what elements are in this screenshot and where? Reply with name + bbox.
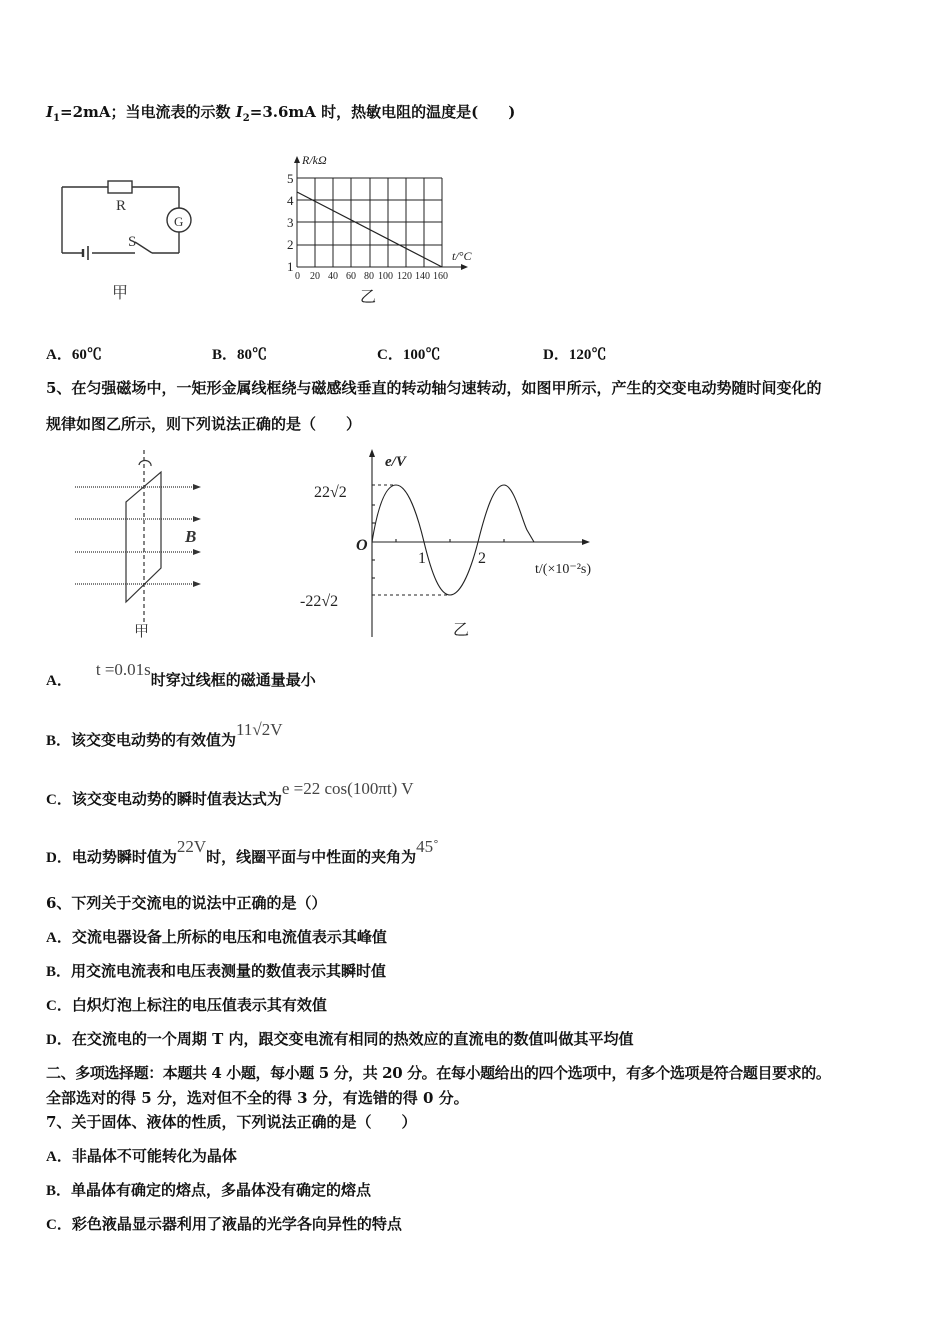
resistance-temperature-chart — [280, 150, 495, 310]
q5-stem-line2: 规律如图乙所示，则下列说法正确的是（ ） — [46, 415, 362, 433]
q6-option-d[interactable]: D．在交流电的一个周期 T 内，跟交变电流有相同的热效应的直流电的数值叫做其平均值 — [46, 1030, 634, 1048]
svg-text:1: 1 — [287, 259, 294, 274]
svg-text:160: 160 — [433, 271, 448, 282]
svg-text:t/°C: t/°C — [452, 249, 472, 263]
q6-option-c[interactable]: C．白炽灯泡上标注的电压值表示其有效值 — [46, 996, 327, 1014]
q4-stem-tail: $I_1=2mA$；当电流表的示数 $I_2=3.6mA$ 时，热敏电阻的温度是( ) — [46, 103, 516, 124]
q7-stem: 7、关于固体、液体的性质，下列说法正确的是（ ） — [46, 1113, 417, 1131]
q6-option-a[interactable]: A．交流电器设备上所标的电压和电流值表示其峰值 — [46, 928, 387, 946]
svg-text:S: S — [128, 234, 137, 250]
svg-text:O: O — [356, 537, 368, 554]
svg-text:120: 120 — [397, 271, 412, 282]
svg-text:20: 20 — [310, 271, 320, 282]
q4-option-c[interactable]: C．100℃ — [377, 347, 441, 363]
rotating-frame-diagram — [65, 450, 215, 640]
svg-text:140: 140 — [415, 271, 430, 282]
svg-text:R: R — [116, 198, 127, 214]
q5-stem-line1: 5、在匀强磁场中，一矩形金属线框绕与磁感线垂直的转动轴匀速转动，如图甲所示，产生的交变电动势随时间变化的 — [46, 379, 822, 397]
q5-option-d[interactable]: D．电动势瞬时值为22V时，线圈平面与中性面的夹角为45˚ — [46, 837, 439, 866]
q7-option-b[interactable]: B．单晶体有确定的熔点，多晶体没有确定的熔点 — [46, 1181, 372, 1199]
circuit-diagram — [40, 170, 200, 305]
emf-time-chart — [290, 445, 620, 645]
svg-text:2: 2 — [478, 550, 486, 567]
svg-text:3: 3 — [287, 215, 294, 230]
svg-text:G: G — [174, 214, 184, 229]
svg-text:2: 2 — [287, 237, 294, 252]
section2-instructions-line1: 二、多项选择题：本题共 4 小题，每小题 5 分，共 20 分。在每小题给出的四个选项中，有多个选项是符合题目要求的。 — [46, 1064, 831, 1082]
q4-option-d[interactable]: D．120℃ — [543, 347, 607, 363]
svg-text:乙: 乙 — [360, 289, 377, 306]
q7-option-c[interactable]: C．彩色液晶显示器利用了液晶的光学各向异性的特点 — [46, 1215, 402, 1233]
svg-text:40: 40 — [328, 271, 338, 282]
svg-text:80: 80 — [364, 271, 374, 282]
q7-option-a[interactable]: A．非晶体不可能转化为晶体 — [46, 1147, 237, 1165]
svg-text:-22√2: -22√2 — [300, 593, 339, 610]
svg-text:22√2: 22√2 — [314, 484, 347, 501]
q4-option-a[interactable]: A．60℃ — [46, 347, 102, 363]
section2-instructions-line2: 全部选对的得 5 分，选对但不全的得 3 分，有选错的得 0 分。 — [46, 1089, 469, 1107]
q5-option-a[interactable]: A．t =0.01s时穿过线框的磁通量最小 — [46, 660, 316, 689]
q5-option-b[interactable]: B．该交变电动势的有效值为11√2V — [46, 720, 283, 749]
q5-option-c[interactable]: C．该交变电动势的瞬时值表达式为e =22 cos(100πt) V — [46, 779, 414, 808]
q6-stem: 6、下列关于交流电的说法中正确的是（） — [46, 894, 327, 912]
q4-option-b[interactable]: B．80℃ — [212, 347, 268, 363]
svg-text:60: 60 — [346, 271, 356, 282]
resistor-icon — [108, 181, 132, 193]
svg-text:甲: 甲 — [134, 624, 150, 640]
svg-text:乙: 乙 — [453, 622, 470, 639]
svg-text:0: 0 — [295, 271, 300, 282]
svg-text:1: 1 — [418, 550, 426, 567]
svg-text:100: 100 — [378, 271, 393, 282]
svg-text:t/(×10⁻²s): t/(×10⁻²s) — [535, 562, 592, 577]
svg-text:4: 4 — [287, 193, 294, 208]
q6-option-b[interactable]: B．用交流电流表和电压表测量的数值表示其瞬时值 — [46, 962, 387, 980]
svg-text:5: 5 — [287, 171, 294, 186]
svg-text:B: B — [185, 527, 197, 546]
svg-text:甲: 甲 — [112, 285, 129, 302]
svg-text:R/kΩ: R/kΩ — [302, 153, 327, 167]
svg-text:e/V: e/V — [385, 454, 406, 470]
